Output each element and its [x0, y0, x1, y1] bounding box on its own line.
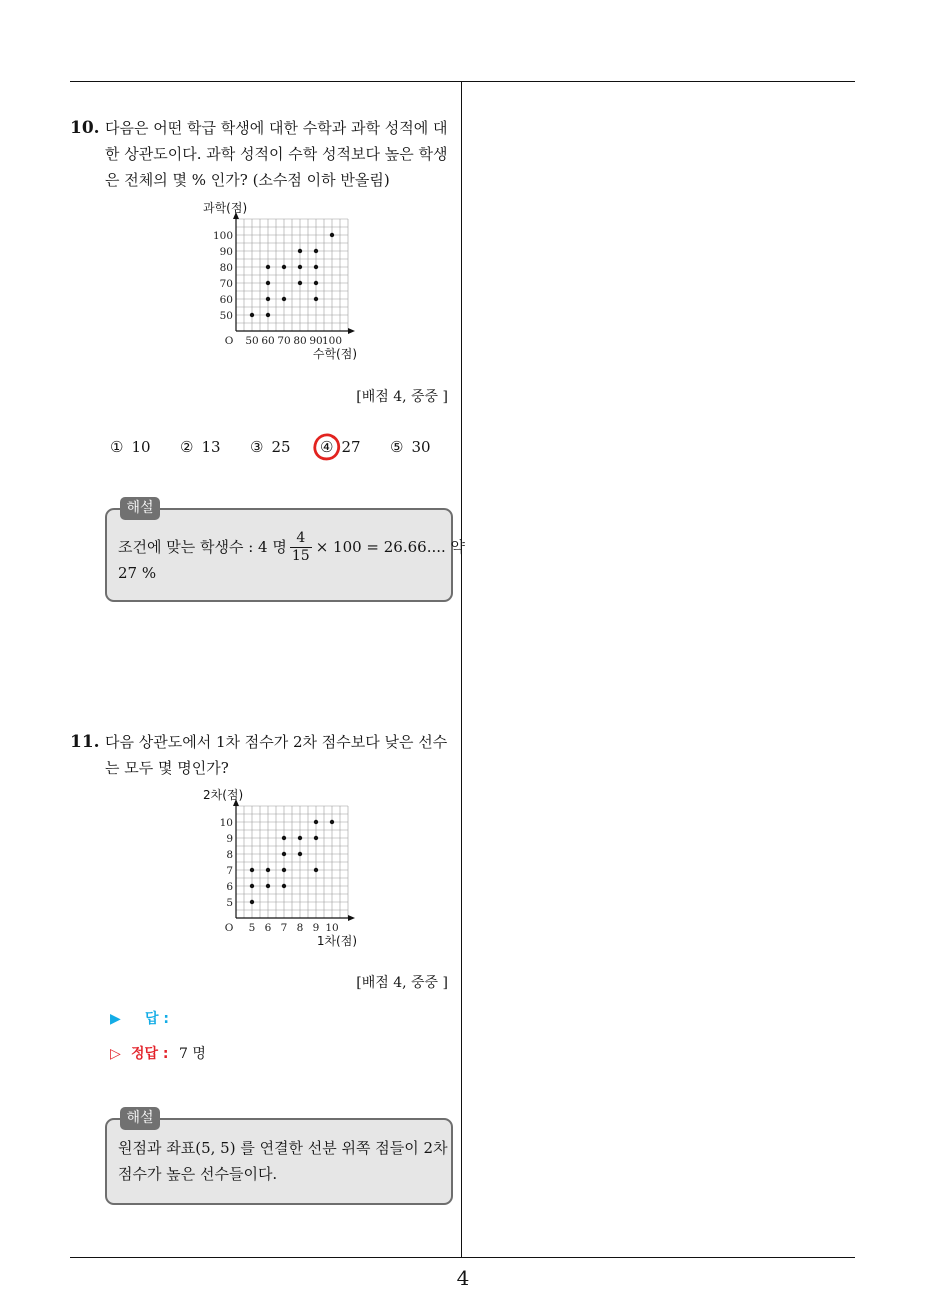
y-tick-label: 9	[226, 833, 233, 845]
data-point	[314, 281, 318, 285]
x-tick-label: 10	[325, 922, 339, 934]
question-number: 11.	[70, 732, 100, 752]
explanation-box	[105, 500, 466, 602]
explanation-text: × 100 = 26.66.... 약	[315, 538, 466, 556]
answer-circle-mark	[312, 432, 342, 462]
data-point	[282, 884, 286, 888]
data-point	[266, 884, 270, 888]
outline-triangle-right-icon: ▷	[110, 1046, 121, 1062]
y-tick-label: 7	[226, 865, 233, 877]
explanation-text	[118, 1135, 448, 1187]
explanation-line: 27 %	[118, 564, 157, 582]
explanation-box	[105, 1110, 453, 1205]
y-tick-label: 8	[226, 849, 233, 861]
explanation-line	[118, 527, 465, 567]
y-tick-label: 60	[219, 294, 233, 306]
y-tick-label: 90	[219, 246, 233, 258]
fraction-numerator: 4	[290, 530, 312, 548]
fraction-denominator: 15	[291, 547, 310, 564]
choice-value: 30	[411, 438, 431, 456]
fraction	[290, 530, 312, 565]
y-tick-label: 50	[219, 310, 233, 322]
data-point	[266, 281, 270, 285]
data-point	[298, 249, 302, 253]
y-tick-label: 80	[219, 262, 233, 274]
x-axis-arrow-icon	[348, 915, 355, 921]
x-tick-label: 9	[312, 922, 320, 934]
data-point	[282, 852, 286, 856]
x-axis-label: 1차(점)	[316, 934, 357, 948]
choice-value: 10	[131, 438, 151, 456]
data-point	[314, 836, 318, 840]
data-point	[266, 265, 270, 269]
data-point	[330, 820, 334, 824]
data-point	[314, 265, 318, 269]
circle-stroke	[315, 435, 339, 459]
data-point	[250, 884, 254, 888]
x-tick-label: 70	[277, 335, 291, 347]
y-axis-label: 과학(점)	[203, 201, 248, 215]
data-point	[266, 868, 270, 872]
explanation-text: 조건에 맞는 학생수 : 4 명	[118, 538, 287, 556]
x-tick-label: 5	[248, 922, 256, 934]
explanation-tag: 해설	[120, 497, 160, 520]
plot-area	[220, 799, 355, 934]
data-point	[298, 265, 302, 269]
page-number: 4	[456, 1266, 470, 1290]
x-tick-label: 6	[264, 922, 272, 934]
data-point	[282, 265, 286, 269]
data-point	[250, 868, 254, 872]
data-point	[282, 868, 286, 872]
choice-value: 27	[341, 438, 361, 456]
question-line: 다음 상관도에서 1차 점수가 2차 점수보다 낮은 선수	[105, 733, 448, 751]
answer-label: 답 :	[145, 1011, 169, 1027]
x-tick-label: 7	[280, 922, 288, 934]
choice-5	[390, 438, 431, 456]
data-point	[314, 249, 318, 253]
data-point	[314, 297, 318, 301]
y-tick-label: 10	[219, 817, 233, 829]
correct-answer-value: 7 명	[179, 1046, 206, 1062]
choice-number: ④	[320, 438, 333, 456]
score-label: [배점 4, 중중 ]	[356, 975, 448, 991]
y-tick-label: 70	[219, 278, 233, 290]
score-label: [배점 4, 중중 ]	[356, 389, 448, 405]
correct-answer-row	[110, 1044, 310, 1064]
question-line: 는 모두 몇 명인가?	[105, 759, 229, 777]
question-line: 한 상관도이다. 과학 성적이 수학 성적보다 높은 학생	[105, 145, 448, 163]
choice-1	[110, 438, 151, 456]
data-point	[330, 233, 334, 237]
question-text	[105, 729, 447, 781]
data-point	[282, 297, 286, 301]
question-text	[105, 115, 447, 193]
data-point	[282, 836, 286, 840]
x-tick-label: 100	[321, 335, 343, 347]
choice-number: ①	[110, 438, 124, 456]
x-tick-label: 8	[296, 922, 304, 934]
question-line: 은 전체의 몇 % 인가? (소수점 이하 반올림)	[105, 171, 390, 189]
data-point	[266, 297, 270, 301]
choice-number: ②	[180, 438, 194, 456]
x-tick-label: 50	[245, 335, 259, 347]
y-tick-label: 5	[226, 897, 233, 909]
question-number: 10.	[70, 118, 100, 138]
data-point	[298, 281, 302, 285]
y-tick-label: 100	[212, 230, 233, 242]
scatter-plot	[195, 785, 370, 953]
data-point	[250, 313, 254, 317]
explanation-tag: 해설	[120, 1107, 160, 1130]
choice-number: ⑤	[390, 438, 404, 456]
origin-label: O	[224, 335, 234, 347]
answer-row	[110, 1009, 310, 1029]
y-tick-label: 6	[226, 881, 233, 893]
scatter-plot	[195, 198, 370, 366]
x-tick-label: 80	[293, 335, 307, 347]
origin-label: O	[224, 922, 234, 934]
top-rule	[70, 81, 855, 82]
filled-triangle-right-icon: ▶	[110, 1011, 121, 1027]
data-point	[298, 836, 302, 840]
x-axis-label: 수학(점)	[312, 347, 357, 361]
x-tick-label: 90	[309, 335, 323, 347]
data-point	[266, 313, 270, 317]
explanation-line: 점수가 높은 선수들이다.	[118, 1165, 278, 1183]
bottom-rule	[70, 1257, 855, 1258]
choice-value: 13	[201, 438, 221, 456]
data-point	[314, 820, 318, 824]
choice-4	[320, 438, 361, 456]
choice-value: 25	[271, 438, 291, 456]
question-line: 다음은 어떤 학급 학생에 대한 수학과 과학 성적에 대	[105, 119, 448, 137]
data-point	[298, 852, 302, 856]
data-point	[314, 868, 318, 872]
choice-3	[250, 438, 291, 456]
choice-number: ③	[250, 438, 264, 456]
correct-answer-label: 정답 :	[131, 1046, 169, 1062]
choice-2	[180, 438, 221, 456]
y-axis-label: 2차(점)	[203, 788, 244, 802]
x-tick-label: 60	[261, 335, 275, 347]
explanation-line: 원점과 좌표(5, 5) 를 연결한 선분 위쪽 점들이 2차	[118, 1139, 448, 1157]
column-divider	[461, 82, 462, 1258]
plot-area	[213, 212, 355, 347]
x-axis-arrow-icon	[348, 328, 355, 334]
data-point	[250, 900, 254, 904]
